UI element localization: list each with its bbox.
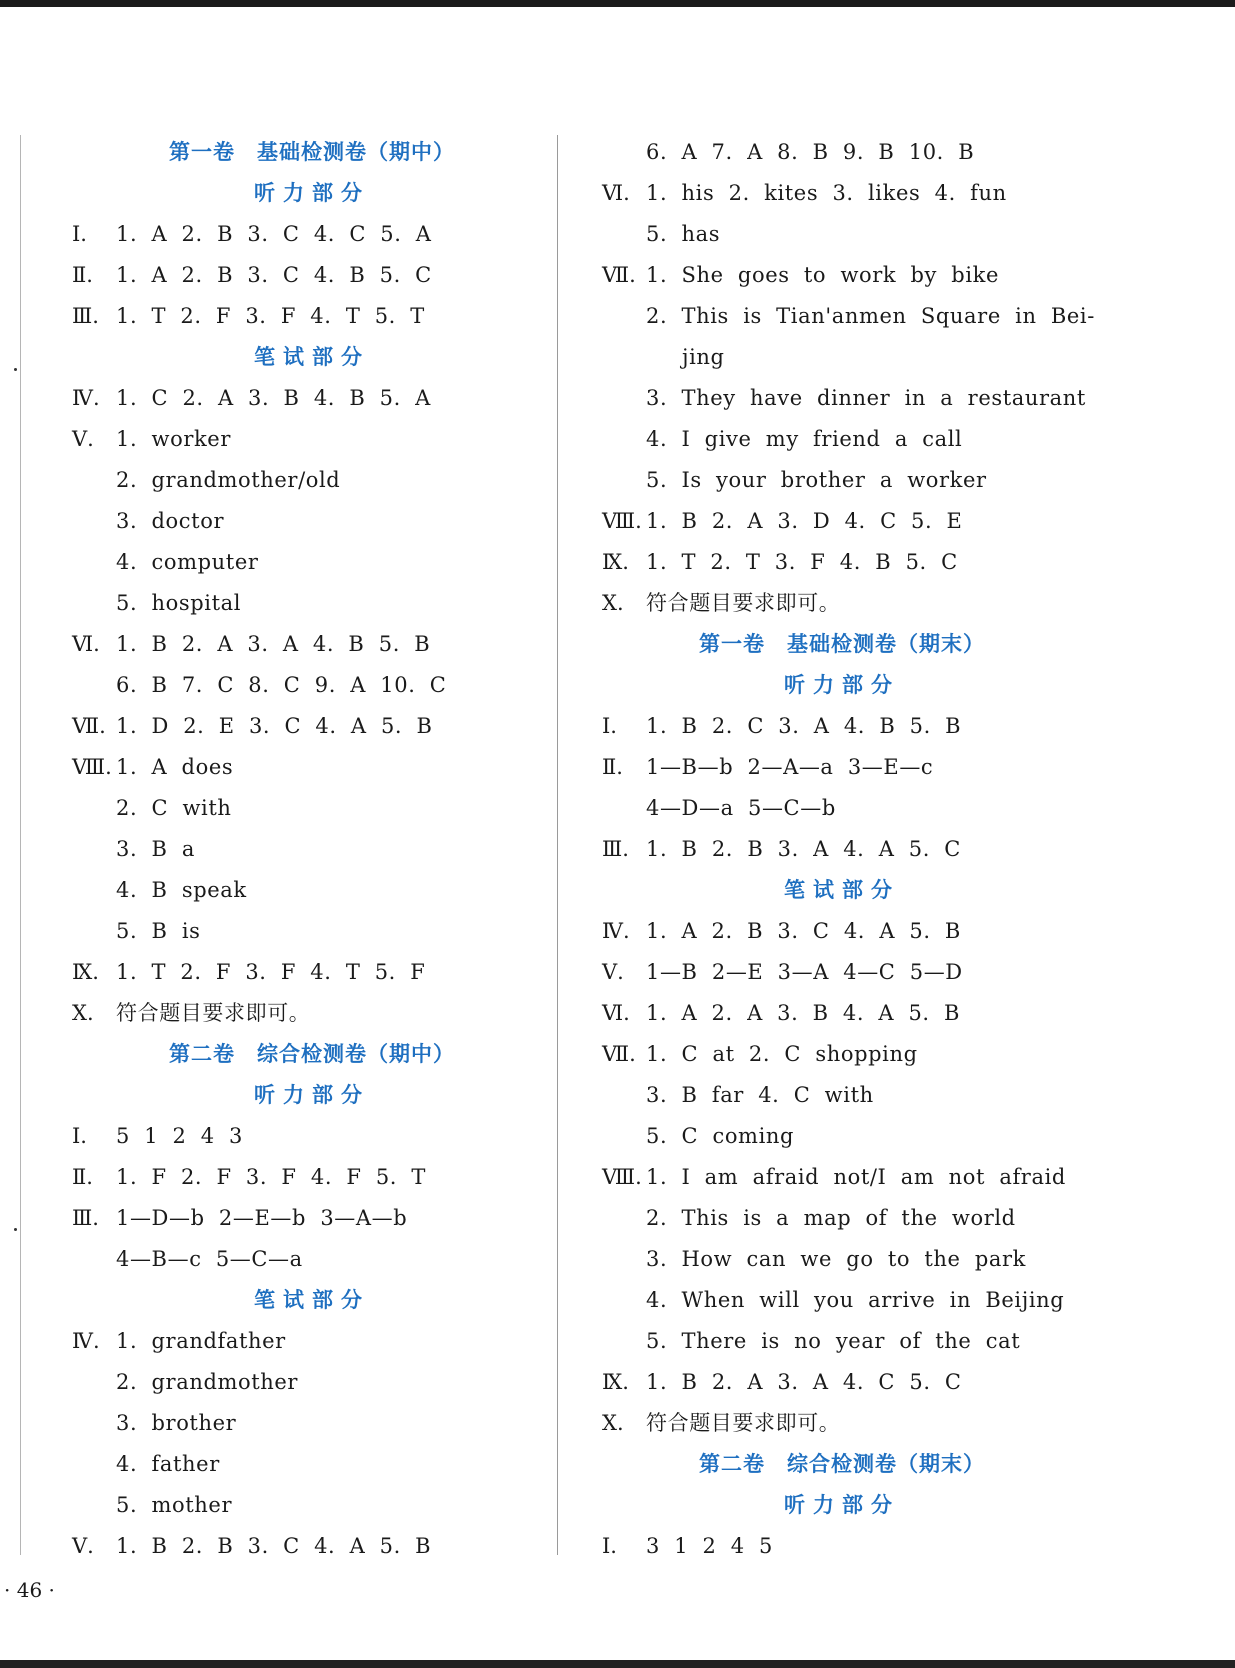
answer-line [72,624,552,665]
answer-text: 3. How can we go to the park [646,1247,1026,1271]
answer-text: 1. D 2. E 3. C 4. A 5. B [116,714,433,738]
question-number: Ⅵ. [602,181,630,205]
section-subheading: 听力部分 [784,1493,900,1517]
answer-line [602,419,1082,460]
answer-text: 3. B far 4. C with [646,1083,874,1107]
answer-line [72,1362,552,1403]
question-number: Ⅱ. [72,1165,93,1189]
answer-line [72,460,552,501]
answer-line [602,1116,1082,1157]
section-subheading: 听力部分 [254,181,370,205]
answer-text: 5. mother [116,1493,233,1517]
answer-line [72,1239,552,1280]
answer-text: 4. I give my friend a call [646,427,963,451]
answer-text: 2. grandmother [116,1370,299,1394]
question-number: Ⅵ. [72,632,100,656]
scan-mark [14,368,17,371]
answer-text: 1. grandfather [116,1329,286,1353]
answer-text: 1. T 2. T 3. F 4. B 5. C [646,550,958,574]
answer-line [72,665,552,706]
answer-line [602,1198,1082,1239]
answer-text: 5. C coming [646,1124,795,1148]
answer-text: 5. B is [116,919,201,943]
answer-text: 5. There is no year of the cat [646,1329,1021,1353]
section-heading: 第二卷 综合检测卷（期中） [169,1042,455,1066]
answer-line [72,1116,552,1157]
answer-line [602,1034,1082,1075]
answer-line [602,132,1082,173]
question-number: Ⅷ. [72,755,112,779]
answer-text: 1. T 2. F 3. F 4. T 5. F [116,960,426,984]
answer-column-left [72,132,552,1567]
answer-text: 1. B 2. B 3. A 4. A 5. C [646,837,961,861]
answer-line [72,1157,552,1198]
answer-line [72,1198,552,1239]
answer-text: 3 1 2 4 5 [646,1534,773,1558]
question-number: Ⅱ. [72,263,93,287]
scan-mark [14,1228,17,1231]
answer-line [602,788,1082,829]
section-subheading: 笔试部分 [784,878,900,902]
answer-text: 4—B—c 5—C—a [116,1247,303,1271]
question-number: Ⅸ. [602,550,629,574]
question-number: Ⅲ. [72,1206,99,1230]
page-left-rule [20,135,21,1555]
answer-line [72,1403,552,1444]
answer-text: 6. A 7. A 8. B 9. B 10. B [646,140,975,164]
answer-text: 4—D—a 5—C—b [646,796,836,820]
question-number: Ⅴ. [72,427,94,451]
answer-text: 3. brother [116,1411,237,1435]
bottom-border [0,1660,1235,1668]
answer-text: 符合题目要求即可。 [116,1001,311,1025]
answer-line [72,788,552,829]
answer-text: 1. A 2. B 3. C 4. A 5. B [646,919,961,943]
question-number: Ⅰ. [602,1534,617,1558]
answer-line [602,1280,1082,1321]
answer-line [72,952,552,993]
answer-line [602,460,1082,501]
answer-text: 符合题目要求即可。 [646,591,841,615]
answer-text: 4. father [116,1452,220,1476]
answer-text: 1. B 2. A 3. A 4. C 5. C [646,1370,962,1394]
answer-line [72,1321,552,1362]
question-number: Ⅶ. [602,1042,636,1066]
question-number: Ⅴ. [72,1534,94,1558]
answer-line [602,378,1086,419]
answer-line [72,296,552,337]
answer-line [602,911,1082,952]
answer-line [72,1444,552,1485]
answer-text: 1. B 2. A 3. A 4. B 5. B [116,632,431,656]
answer-line [72,1485,552,1526]
answer-line [72,378,552,419]
answer-line [602,1157,1082,1198]
answer-line [72,583,552,624]
question-number: Ⅵ. [602,1001,630,1025]
answer-line [72,255,552,296]
answer-text: 3. doctor [116,509,225,533]
question-number: Ⅷ. [602,509,642,533]
answer-line [602,1239,1082,1280]
answer-text: jing [682,345,725,369]
answer-text: 5. hospital [116,591,242,615]
answer-line [72,993,552,1034]
answer-line [602,1075,1082,1116]
section-subheading: 听力部分 [254,1083,370,1107]
answer-text: 2. C with [116,796,232,820]
answer-line [72,214,552,255]
column-divider [557,135,558,1555]
answer-text: 2. grandmother/old [116,468,341,492]
question-number: Ⅲ. [602,837,629,861]
question-number: Ⅲ. [72,304,99,328]
question-number: Ⅴ. [602,960,624,984]
answer-text: 1. C 2. A 3. B 4. B 5. A [116,386,431,410]
answer-line [602,952,1082,993]
answer-line [72,829,552,870]
answer-text: 5 1 2 4 3 [116,1124,243,1148]
section-heading: 第一卷 基础检测卷（期中） [169,140,455,164]
answer-text: 3. B a [116,837,195,861]
answer-line [602,255,1082,296]
answer-text: 4. When will you arrive in Beijing [646,1288,1065,1312]
answer-text: 1. A 2. A 3. B 4. A 5. B [646,1001,961,1025]
answer-line [72,706,552,747]
answer-text: 4. B speak [116,878,247,902]
section-subheading: 笔试部分 [254,1288,370,1312]
answer-text: 1. F 2. F 3. F 4. F 5. T [116,1165,426,1189]
section-heading: 第一卷 基础检测卷（期末） [699,632,985,656]
answer-line [602,542,1082,583]
answer-line [602,1362,1082,1403]
answer-text: 1. his 2. kites 3. likes 4. fun [646,181,1007,205]
answer-text: 5. has [646,222,721,246]
answer-text: 1—D—b 2—E—b 3—A—b [116,1206,408,1230]
section-subheading: 听力部分 [784,673,900,697]
question-number: Ⅹ. [602,1411,624,1435]
question-number: Ⅷ. [602,1165,642,1189]
section-heading: 第二卷 综合检测卷（期末） [699,1452,985,1476]
question-number: Ⅹ. [72,1001,94,1025]
question-number: Ⅸ. [72,960,99,984]
answer-line [602,1526,1082,1567]
answer-text: 4. computer [116,550,259,574]
question-number: Ⅱ. [602,755,623,779]
answer-text: 6. B 7. C 8. C 9. A 10. C [116,673,447,697]
answer-text: 1. A 2. B 3. C 4. C 5. A [116,222,432,246]
answer-line [72,542,552,583]
answer-column-right [602,132,1095,1567]
answer-text: 2. This is a map of the world [646,1206,1016,1230]
question-number: Ⅳ. [602,919,630,943]
answer-line [602,296,1095,337]
answer-line [72,870,552,911]
answer-line [72,1526,552,1567]
question-number: Ⅰ. [72,1124,87,1148]
answer-line [602,173,1082,214]
answer-line [602,583,1082,624]
answer-text: 1—B—b 2—A—a 3—E—c [646,755,934,779]
answer-line [602,829,1082,870]
answer-text: 符合题目要求即可。 [646,1411,841,1435]
answer-text: 1. B 2. C 3. A 4. B 5. B [646,714,962,738]
answer-text: 1. I am afraid not/I am not afraid [646,1165,1066,1189]
question-number: Ⅹ. [602,591,624,615]
answer-text: 3. They have dinner in a restaurant [646,386,1086,410]
question-number: Ⅳ. [72,1329,100,1353]
answer-text: 1. B 2. B 3. C 4. A 5. B [116,1534,432,1558]
answer-line [602,1321,1082,1362]
question-number: Ⅸ. [602,1370,629,1394]
answer-text: 1—B 2—E 3—A 4—C 5—D [646,960,963,984]
answer-text: 1. C at 2. C shopping [646,1042,918,1066]
question-number: Ⅶ. [72,714,106,738]
answer-text: 1. T 2. F 3. F 4. T 5. T [116,304,425,328]
answer-line [72,501,552,542]
answer-text: 1. A 2. B 3. C 4. B 5. C [116,263,432,287]
answer-line [602,706,1082,747]
answer-line [602,337,1082,378]
top-border [0,0,1235,7]
answer-line [72,911,552,952]
answer-line [602,501,1082,542]
answer-line [72,419,552,460]
answer-line [602,1403,1082,1444]
answer-text: 1. worker [116,427,231,451]
question-number: Ⅳ. [72,386,100,410]
answer-line [602,747,1082,788]
answer-line [602,214,1082,255]
answer-line [72,747,552,788]
answer-text: 1. A does [116,755,234,779]
question-number: Ⅰ. [602,714,617,738]
page-number: · 46 · [4,1578,55,1602]
section-subheading: 笔试部分 [254,345,370,369]
answer-text: 1. She goes to work by bike [646,263,999,287]
question-number: Ⅶ. [602,263,636,287]
question-number: Ⅰ. [72,222,87,246]
answer-line [602,993,1082,1034]
answer-text: 2. This is Tian'anmen Square in Bei- [646,304,1095,328]
answer-text: 1. B 2. A 3. D 4. C 5. E [646,509,963,533]
answer-text: 5. Is your brother a worker [646,468,987,492]
